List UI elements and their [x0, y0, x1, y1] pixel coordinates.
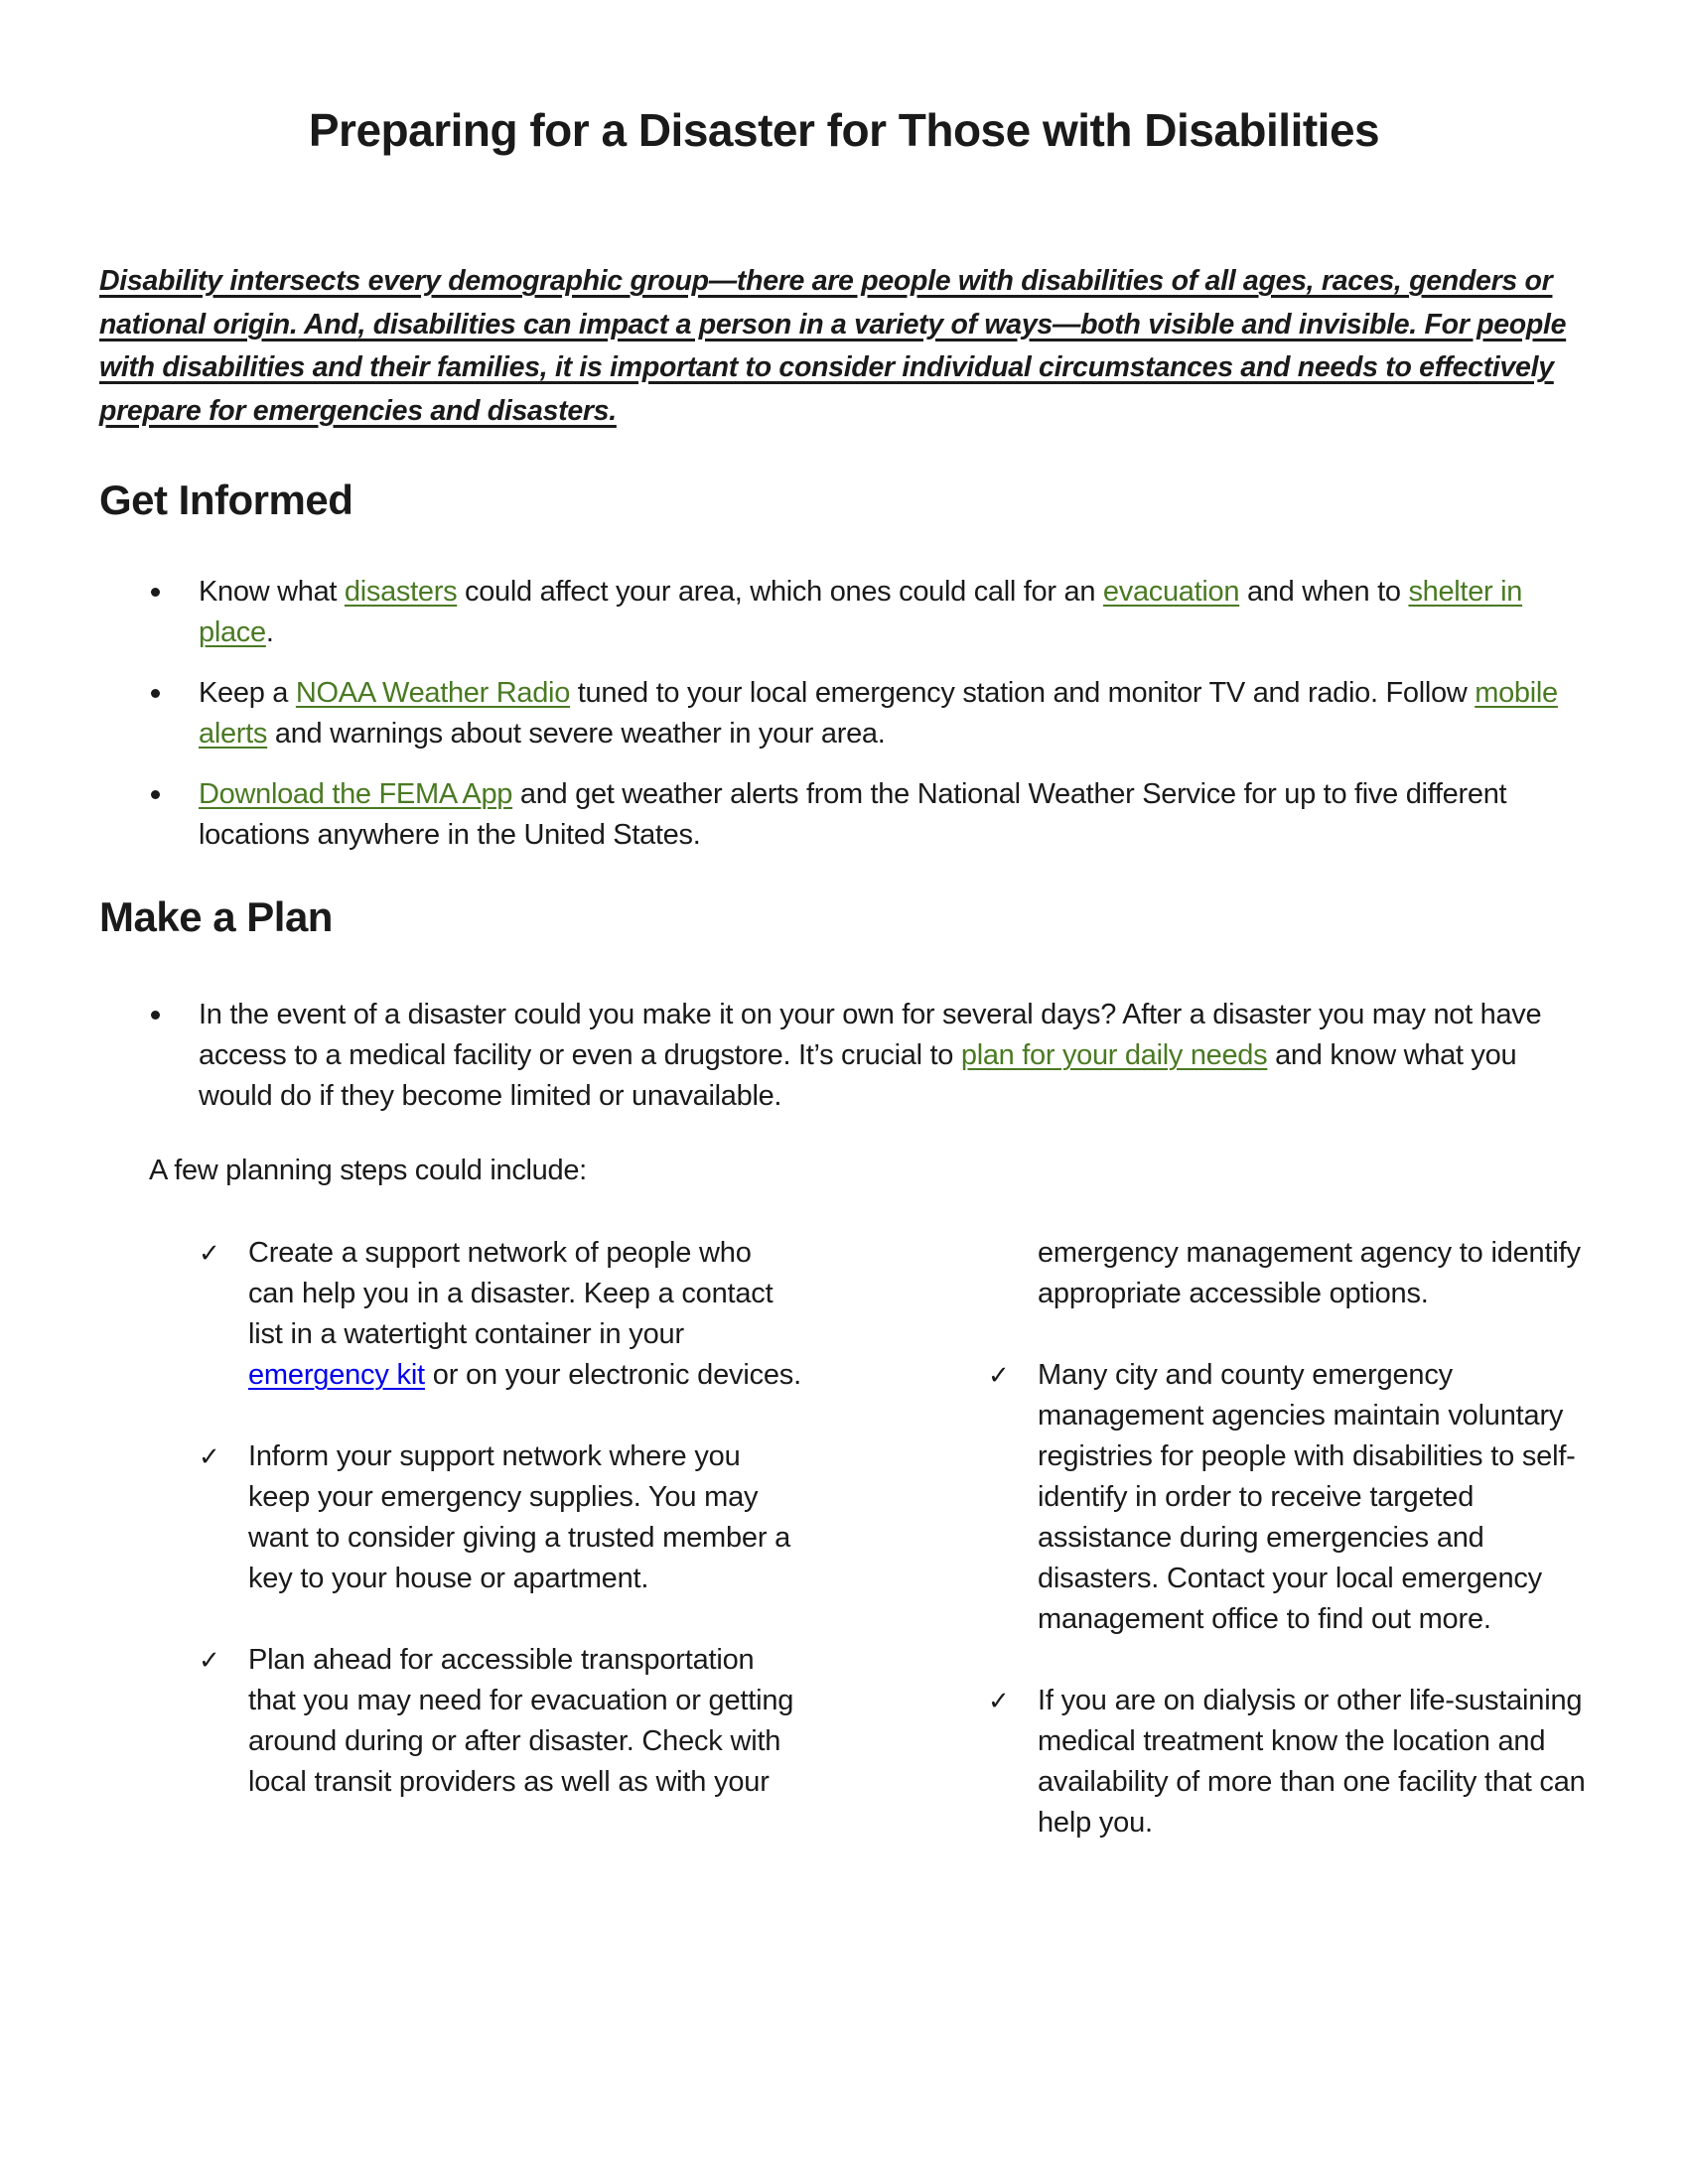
- planning-steps-lead: A few planning steps could include:: [149, 1155, 587, 1186]
- bullet-icon: [151, 1011, 160, 1020]
- checkmark-icon: ✓: [199, 1645, 220, 1675]
- link-download-fema-app[interactable]: Download the FEMA App: [199, 778, 513, 810]
- checklist-item: ✓ If you are on dialysis or other life-sustaining medical treatment know the location and availability of more than one facility that can help you.: [988, 1681, 1594, 1843]
- checklist-item: ✓ Plan ahead for accessible transportation that you may need for evacuation or getting around during or after disaster. Check with local transit providers as well as with your: [199, 1640, 804, 1803]
- link-disasters[interactable]: disasters: [344, 576, 458, 608]
- checklist-item-continuation: emergency management agency to identify appropriate accessible options.: [1038, 1237, 1581, 1309]
- bullet-icon: [151, 588, 160, 597]
- checkmark-icon: ✓: [988, 1360, 1010, 1390]
- planning-steps-right-column: [988, 1233, 1594, 1884]
- link-emergency-kit[interactable]: emergency kit: [248, 1359, 425, 1391]
- checkmark-icon: ✓: [199, 1238, 220, 1268]
- checklist-item: ✓ Inform your support network where you keep your emergency supplies. You may want to consider giving a trusted member a key to your house or apartment.: [199, 1436, 804, 1599]
- intro-paragraph: Disability intersects every demographic group—there are people with disabilities of all ages, races, genders or national origin. And, disabilities can impact a person in a variety of ways—both visible and invisible. For people with disabilities and their families, it is important to consider individual circumstances and needs to effectively prepare for emergencies and disasters.: [99, 265, 1567, 427]
- list-item: Download the FEMA App and get weather alerts from the National Weather Service for up to five different locations anywhere in the United States.: [99, 774, 1589, 856]
- list-item: Know what disasters could affect your area, which ones could call for an evacuation and when to shelter in place.: [99, 572, 1589, 653]
- link-shelter-in-place[interactable]: shelter in place: [199, 576, 1523, 648]
- link-noaa-weather-radio[interactable]: NOAA Weather Radio: [295, 677, 571, 709]
- bullet-icon: [151, 689, 160, 698]
- page-title: Preparing for a Disaster for Those with Disabilities: [308, 104, 1380, 156]
- link-mobile-alerts[interactable]: mobile alerts: [199, 677, 1558, 750]
- section-heading-make-a-plan: Make a Plan: [99, 893, 333, 940]
- link-plan-for-daily-needs[interactable]: plan for your daily needs: [960, 1039, 1268, 1071]
- planning-steps-left-column: [199, 1233, 804, 1843]
- section-heading-get-informed: Get Informed: [99, 477, 353, 523]
- checklist-item: ✓ Create a support network of people who can help you in a disaster. Keep a contact list in a watertight container in your emergency kit or on your electronic devices.: [199, 1233, 804, 1396]
- checklist-item: ✓ Many city and county emergency management agencies maintain voluntary registries for people with disabilities to self-identify in order to receive targeted assistance during emergencies and disasters. Contact your local emergency management office to find out more.: [988, 1355, 1594, 1640]
- list-item: In the event of a disaster could you make it on your own for several days? After a disaster you may not have access to a medical facility or even a drugstore. It’s crucial to plan for your daily needs and know what you would do if they become limited or unavailable.: [99, 995, 1589, 1117]
- make-a-plan-list: [99, 995, 1589, 1137]
- bullet-icon: [151, 790, 160, 799]
- checkmark-icon: ✓: [988, 1686, 1010, 1715]
- get-informed-list: [99, 572, 1589, 876]
- checkmark-icon: ✓: [199, 1441, 220, 1471]
- link-evacuation[interactable]: evacuation: [1102, 576, 1240, 608]
- list-item: Keep a NOAA Weather Radio tuned to your local emergency station and monitor TV and radio. Follow mobile alerts and warnings about severe weather in your area.: [99, 673, 1589, 754]
